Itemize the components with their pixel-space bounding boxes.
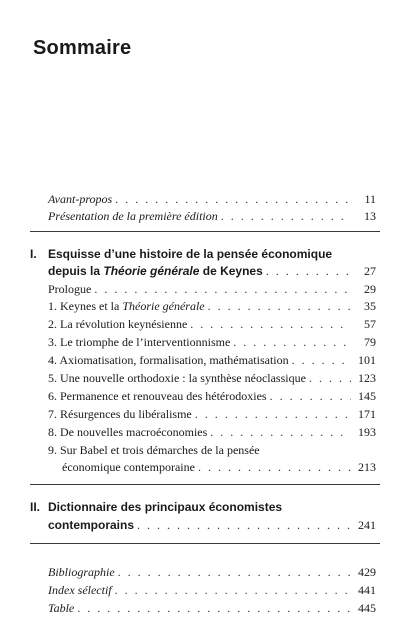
leader-dots xyxy=(94,282,351,296)
toc-entry-chapter-3[interactable] xyxy=(48,335,376,349)
toc-entry-label: 8. De nouvelles macroéconomies xyxy=(48,425,208,439)
leader-dots xyxy=(210,425,351,439)
toc-entry-label: 6. Permanence et renouveau des hétérodoxies xyxy=(48,389,267,403)
leader-dots xyxy=(115,192,351,206)
toc-entry-label: économique contemporaine xyxy=(62,460,195,474)
toc-entry-page: 29 xyxy=(364,282,376,296)
leader-dots xyxy=(115,583,351,597)
toc-entry-label-text: 1. Keynes et la xyxy=(48,299,123,313)
part-1-title-line2 xyxy=(48,264,263,278)
toc-entry-page: 27 xyxy=(364,264,376,278)
toc-entry-page: 241 xyxy=(358,518,376,532)
toc-entry-label: Index sélectif xyxy=(48,583,112,597)
toc-entry-page: 79 xyxy=(364,335,376,349)
toc-entry-page: 11 xyxy=(364,192,376,206)
leader-dots xyxy=(208,299,351,313)
leader-dots xyxy=(190,317,351,331)
divider xyxy=(30,231,380,232)
toc-entry-avant-propos[interactable] xyxy=(48,192,376,206)
toc-entry-label: Présentation de la première édition xyxy=(48,209,218,223)
toc-entry-label: Bibliographie xyxy=(48,565,115,579)
toc-entry-label: 7. Résurgences du libéralisme xyxy=(48,407,192,421)
toc-entry-bibliographie[interactable] xyxy=(48,565,376,579)
leader-dots xyxy=(198,460,351,474)
leader-dots xyxy=(233,335,351,349)
leader-dots xyxy=(221,209,351,223)
leader-dots xyxy=(118,565,351,579)
toc-entry-label: Prologue xyxy=(48,282,92,296)
toc-entry-page: 171 xyxy=(358,407,376,421)
toc-entry-chapter-9-line1: 9. Sur Babel et trois démarches de la pensée xyxy=(48,443,260,457)
part-1-number: I. xyxy=(30,247,37,261)
toc-entry-chapter-6[interactable] xyxy=(48,389,376,403)
toc-entry-part-1[interactable] xyxy=(48,264,376,278)
part-1-title-italic: Théorie générale xyxy=(103,264,200,278)
toc-entry-presentation[interactable] xyxy=(48,209,376,223)
toc-entry-page: 101 xyxy=(358,353,376,367)
part-1-title-text-end: de Keynes xyxy=(199,264,263,278)
toc-entry-label xyxy=(48,299,205,313)
toc-entry-page: 35 xyxy=(364,299,376,313)
toc-entry-index[interactable] xyxy=(48,583,376,597)
toc-entry-prologue[interactable] xyxy=(48,282,376,296)
toc-entry-page: 145 xyxy=(358,389,376,403)
part-2-title-line1: Dictionnaire des principaux économistes xyxy=(48,500,283,514)
toc-entry-label: 2. La révolution keynésienne xyxy=(48,317,188,331)
toc-entry-part-2[interactable] xyxy=(48,518,376,532)
leader-dots xyxy=(292,353,351,367)
toc-entry-chapter-1[interactable] xyxy=(48,299,376,313)
toc-entry-chapter-9[interactable] xyxy=(62,460,376,474)
toc-entry-chapter-2[interactable] xyxy=(48,317,376,331)
toc-entry-page: 193 xyxy=(358,425,376,439)
part-2-title-line2: contemporains xyxy=(48,518,135,532)
leader-dots xyxy=(137,518,351,532)
leader-dots xyxy=(266,264,351,278)
leader-dots xyxy=(309,371,351,385)
toc-entry-page: 429 xyxy=(358,565,376,579)
toc-entry-table[interactable] xyxy=(48,601,376,615)
toc-entry-label: 3. Le triomphe de l’interventionnisme xyxy=(48,335,231,349)
toc-entry-chapter-8[interactable] xyxy=(48,425,376,439)
toc-entry-chapter-5[interactable] xyxy=(48,371,376,385)
leader-dots xyxy=(195,407,351,421)
divider xyxy=(30,543,380,544)
toc-entry-label: 5. Une nouvelle orthodoxie : la synthèse néoclassique xyxy=(48,371,306,385)
toc-entry-page: 13 xyxy=(364,209,376,223)
toc-entry-label-italic: Théorie générale xyxy=(122,299,205,313)
page-title: Sommaire xyxy=(33,37,132,59)
part-1-title-text: depuis la xyxy=(48,264,104,278)
leader-dots xyxy=(270,389,351,403)
toc-entry-page: 57 xyxy=(364,317,376,331)
toc-entry-label: Avant-propos xyxy=(48,192,113,206)
toc-entry-page: 213 xyxy=(358,460,376,474)
toc-entry-page: 123 xyxy=(358,371,376,385)
toc-entry-chapter-7[interactable] xyxy=(48,407,376,421)
toc-entry-page: 445 xyxy=(358,601,376,615)
divider xyxy=(30,484,380,485)
toc-entry-label: Table xyxy=(48,601,75,615)
leader-dots xyxy=(77,601,351,615)
toc-entry-chapter-4[interactable] xyxy=(48,353,376,367)
part-1-title-line1: Esquisse d’une histoire de la pensée économique xyxy=(48,247,333,261)
part-2-number: II. xyxy=(30,500,41,514)
toc-entry-label: 4. Axiomatisation, formalisation, mathématisation xyxy=(48,353,289,367)
toc-entry-page: 441 xyxy=(358,583,376,597)
